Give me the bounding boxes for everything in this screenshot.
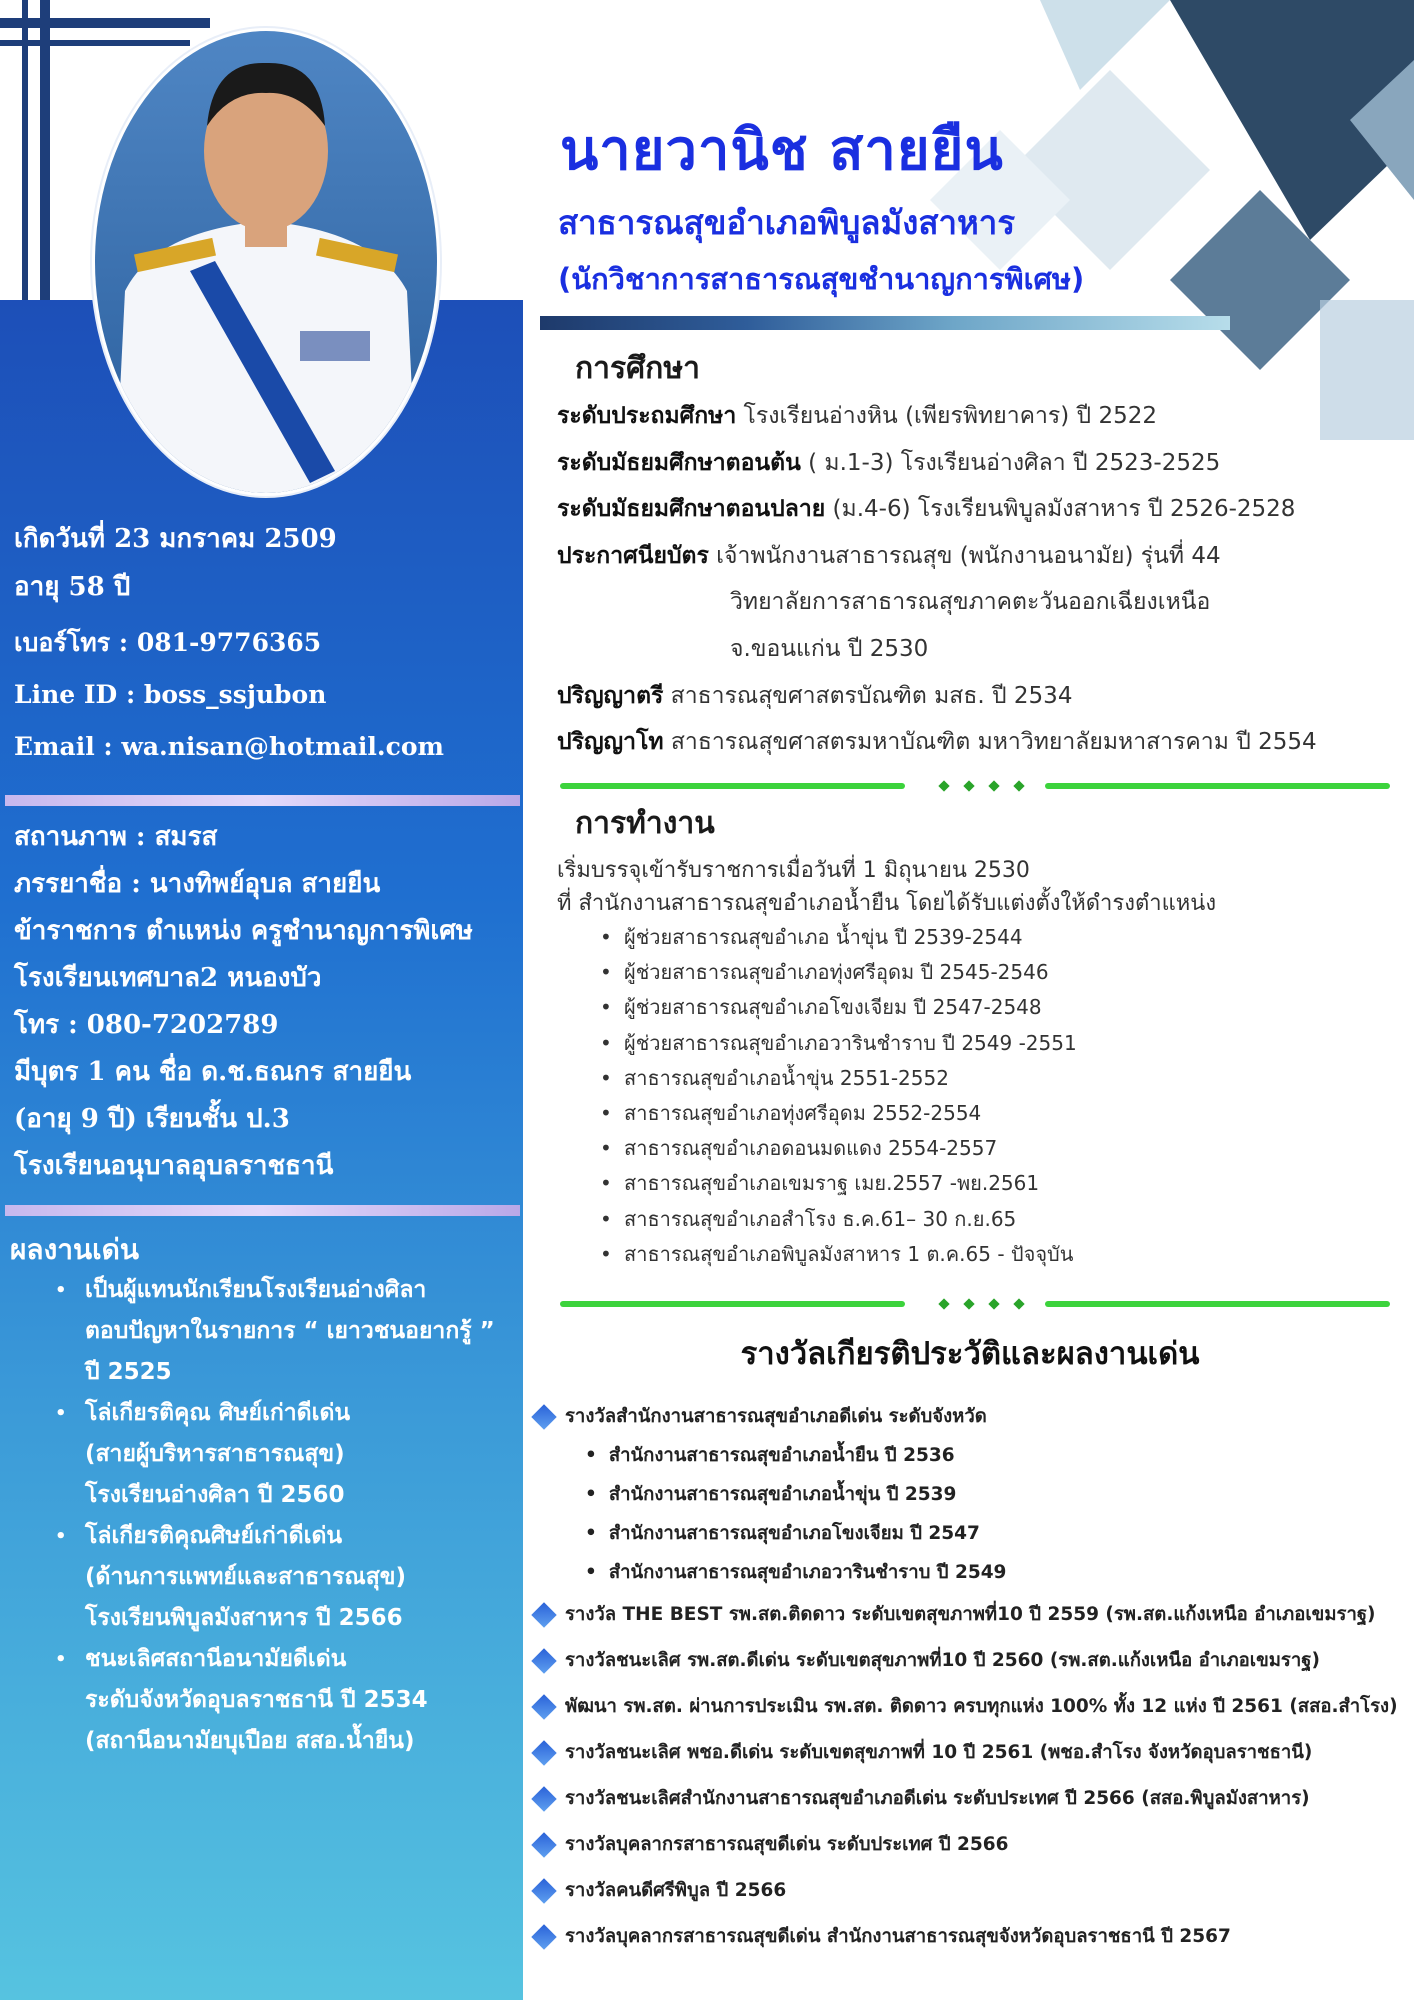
birth-date: เกิดวันที่ 23 มกราคม 2509	[14, 524, 337, 554]
person-name: นายวานิช สายยืน	[560, 118, 1004, 183]
work-item: • สาธารณสุขอำเภอเขมราฐ เมย.2557 -พย.2561	[600, 1166, 1077, 1201]
work-item: • สาธารณสุขอำเภอน้ำขุ่น 2551-2552	[600, 1061, 1077, 1096]
work-item: • สาธารณสุขอำเภอสำโรง ธ.ค.61– 30 ก.ย.65	[600, 1202, 1077, 1237]
family-row: ภรรยาชื่อ : นางทิพย์อุบล สายยืน	[14, 869, 381, 899]
work-intro: เริ่มบรรจุเข้ารับราชการเมื่อวันที่ 1 มิถุนายน 2530	[557, 858, 1030, 883]
diamond-icon	[531, 1786, 556, 1811]
work-item: • สาธารณสุขอำเภอดอนมดแดง 2554-2557	[600, 1131, 1077, 1166]
family-row: โรงเรียนเทศบาล2 หนองบัว	[14, 963, 322, 993]
sub-award-item: • สำนักงานสาธารณสุขอำเภอน้ำยืน ปี 2536	[585, 1441, 955, 1470]
education-row: วิทยาลัยการสาธารณสุขภาคตะวันออกเฉียงเหนือ	[730, 589, 1211, 615]
green-divider	[560, 1297, 1390, 1311]
award-item: รางวัลชนะเลิศสำนักงานสาธารณสุขอำเภอดีเด่น ระดับประเทศ ปี 2566 (สสอ.พิบูลมังสาหาร)	[535, 1784, 1310, 1813]
sub-award-item: • สำนักงานสาธารณสุขอำเภอโขงเจียม ปี 2547	[585, 1519, 980, 1548]
sub-award-item: • สำนักงานสาธารณสุขอำเภอน้ำขุ่น ปี 2539	[585, 1480, 956, 1509]
left-divider-2	[5, 1205, 520, 1216]
award-item: รางวัลคนดีศรีพิบูล ปี 2566	[535, 1876, 786, 1905]
highlight-item: • ชนะเลิศสถานีอนามัยดีเด่น ระดับจังหวัดอุบลราชธานี ปี 2534 (สถานีอนามัยบุเปือย สสอ.น้ำยืน)	[55, 1639, 510, 1762]
award-item: พัฒนา รพ.สต. ผ่านการประเมิน รพ.สต. ติดดาว ครบทุกแห่ง 100% ทั้ง 12 แห่ง ปี 2561 (สสอ.สำโรง)	[535, 1692, 1398, 1721]
work-list	[600, 920, 1077, 1272]
portrait-photo	[92, 28, 440, 496]
header-band	[540, 316, 1230, 330]
work-item: • ผู้ช่วยสาธารณสุขอำเภอโขงเจียม ปี 2547-2548	[600, 990, 1077, 1025]
education-row: ระดับมัธยมศึกษาตอนต้น ( ม.1-3) โรงเรียนอ่างศิลา ปี 2523-2525	[557, 450, 1221, 476]
work-item: • ผู้ช่วยสาธารณสุขอำเภอทุ่งศรีอุดม ปี 2545-2546	[600, 955, 1077, 990]
highlights-list	[55, 1270, 510, 1762]
diamond-icon	[531, 1924, 556, 1949]
family-row: สถานภาพ : สมรส	[14, 822, 218, 852]
green-divider	[560, 779, 1390, 793]
email-address: Email : wa.nisan@hotmail.com	[14, 732, 444, 761]
highlight-item: • โล่เกียรติคุณศิษย์เก่าดีเด่น (ด้านการแพทย์และสาธารณสุข) โรงเรียนพิบูลมังสาหาร ปี 2566	[55, 1516, 510, 1639]
diamond-icon	[531, 1740, 556, 1765]
left-divider-1	[5, 795, 520, 806]
sub-award-item: • สำนักงานสาธารณสุขอำเภอวารินชำราบ ปี 2549	[585, 1558, 1006, 1587]
work-item: • ผู้ช่วยสาธารณสุขอำเภอวารินชำราบ ปี 2549 -2551	[600, 1026, 1077, 1061]
diamond-icon	[531, 1878, 556, 1903]
family-row: โรงเรียนอนุบาลอุบลราชธานี	[14, 1151, 334, 1181]
diamond-icon	[531, 1694, 556, 1719]
diamond-icon	[531, 1404, 556, 1429]
family-row: (อายุ 9 ปี) เรียนชั้น ป.3	[14, 1104, 290, 1134]
phone-number: เบอร์โทร : 081-9776365	[14, 628, 322, 657]
work-item: • สาธารณสุขอำเภอทุ่งศรีอุดม 2552-2554	[600, 1096, 1077, 1131]
diamond-icon	[531, 1602, 556, 1627]
family-row: ข้าราชการ ตำแหน่ง ครูชำนาญการพิเศษ	[14, 916, 473, 946]
diamond-icon	[531, 1832, 556, 1857]
highlight-item: • โล่เกียรติคุณ ศิษย์เก่าดีเด่น (สายผู้บริหารสาธารณสุข) โรงเรียนอ่างศิลา ปี 2560	[55, 1393, 510, 1516]
award-item: รางวัลสำนักงานสาธารณสุขอำเภอดีเด่น ระดับจังหวัด	[535, 1402, 987, 1431]
award-item: รางวัลชนะเลิศ รพ.สต.ดีเด่น ระดับเขตสุขภาพที่10 ปี 2560 (รพ.สต.แก้งเหนือ อำเภอเขมราฐ)	[535, 1646, 1320, 1675]
family-info	[14, 814, 473, 1190]
education-row: จ.ขอนแก่น ปี 2530	[730, 636, 929, 662]
line-id: Line ID : boss_ssjubon	[14, 680, 327, 709]
education-title: การศึกษา	[575, 351, 700, 386]
education-row: ประกาศนียบัตร เจ้าพนักงานสาธารณสุข (พนักงานอนามัย) รุ่นที่ 44	[557, 543, 1221, 569]
highlights-title: ผลงานเด่น	[10, 1233, 139, 1266]
personal-info	[14, 515, 444, 773]
award-item: รางวัลชนะเลิศ พชอ.ดีเด่น ระดับเขตสุขภาพที่ 10 ปี 2561 (พชอ.สำโรง จังหวัดอุบลราชธานี)	[535, 1738, 1312, 1767]
work-intro: ที่ สำนักงานสาธารณสุขอำเภอน้ำยืน โดยได้รับแต่งตั้งให้ดำรงตำแหน่ง	[557, 891, 1217, 916]
education-row: ระดับประถมศึกษา โรงเรียนอ่างหิน (เพียรพิทยาคาร) ปี 2522	[557, 403, 1157, 429]
education-row: ปริญญาตรี สาธารณสุขศาสตรบัณฑิต มสธ. ปี 2534	[557, 683, 1073, 709]
job-position: สาธารณสุขอำเภอพิบูลมังสาหาร	[558, 203, 1016, 242]
job-rank: (นักวิชาการสาธารณสุขชำนาญการพิเศษ)	[558, 262, 1085, 296]
family-row: โทร : 080-7202789	[14, 1010, 279, 1040]
family-row: มีบุตร 1 คน ชื่อ ด.ช.ธณกร สายยืน	[14, 1057, 412, 1087]
awards-title: รางวัลเกียรติประวัติและผลงานเด่น	[740, 1336, 1200, 1372]
diamond-icon	[531, 1648, 556, 1673]
education-row: ระดับมัธยมศึกษาตอนปลาย (ม.4-6) โรงเรียนพิบูลมังสาหาร ปี 2526-2528	[557, 496, 1296, 522]
work-item: • สาธารณสุขอำเภอพิบูลมังสาหาร 1 ต.ค.65 - ปัจจุบัน	[600, 1237, 1077, 1272]
education-row: ปริญญาโท สาธารณสุขศาสตรมหาบัณฑิต มหาวิทยาลัยมหาสารคาม ปี 2554	[557, 729, 1317, 755]
work-title: การทำงาน	[575, 806, 715, 841]
age: อายุ 58 ปี	[14, 572, 131, 602]
work-item: • ผู้ช่วยสาธารณสุขอำเภอ น้ำขุ่น ปี 2539-2544	[600, 920, 1077, 955]
award-item: รางวัล THE BEST รพ.สต.ติดดาว ระดับเขตสุขภาพที่10 ปี 2559 (รพ.สต.แก้งเหนือ อำเภอเขมราฐ)	[535, 1600, 1376, 1629]
award-item: รางวัลบุคลากรสาธารณสุขดีเด่น ระดับประเทศ ปี 2566	[535, 1830, 1009, 1859]
award-item: รางวัลบุคลากรสาธารณสุขดีเด่น สำนักงานสาธารณสุขจังหวัดอุบลราชธานี ปี 2567	[535, 1922, 1231, 1951]
highlight-item: • เป็นผู้แทนนักเรียนโรงเรียนอ่างศิลา ตอบปัญหาในรายการ “ เยาวชนอยากรู้ ” ปี 2525	[55, 1270, 510, 1393]
